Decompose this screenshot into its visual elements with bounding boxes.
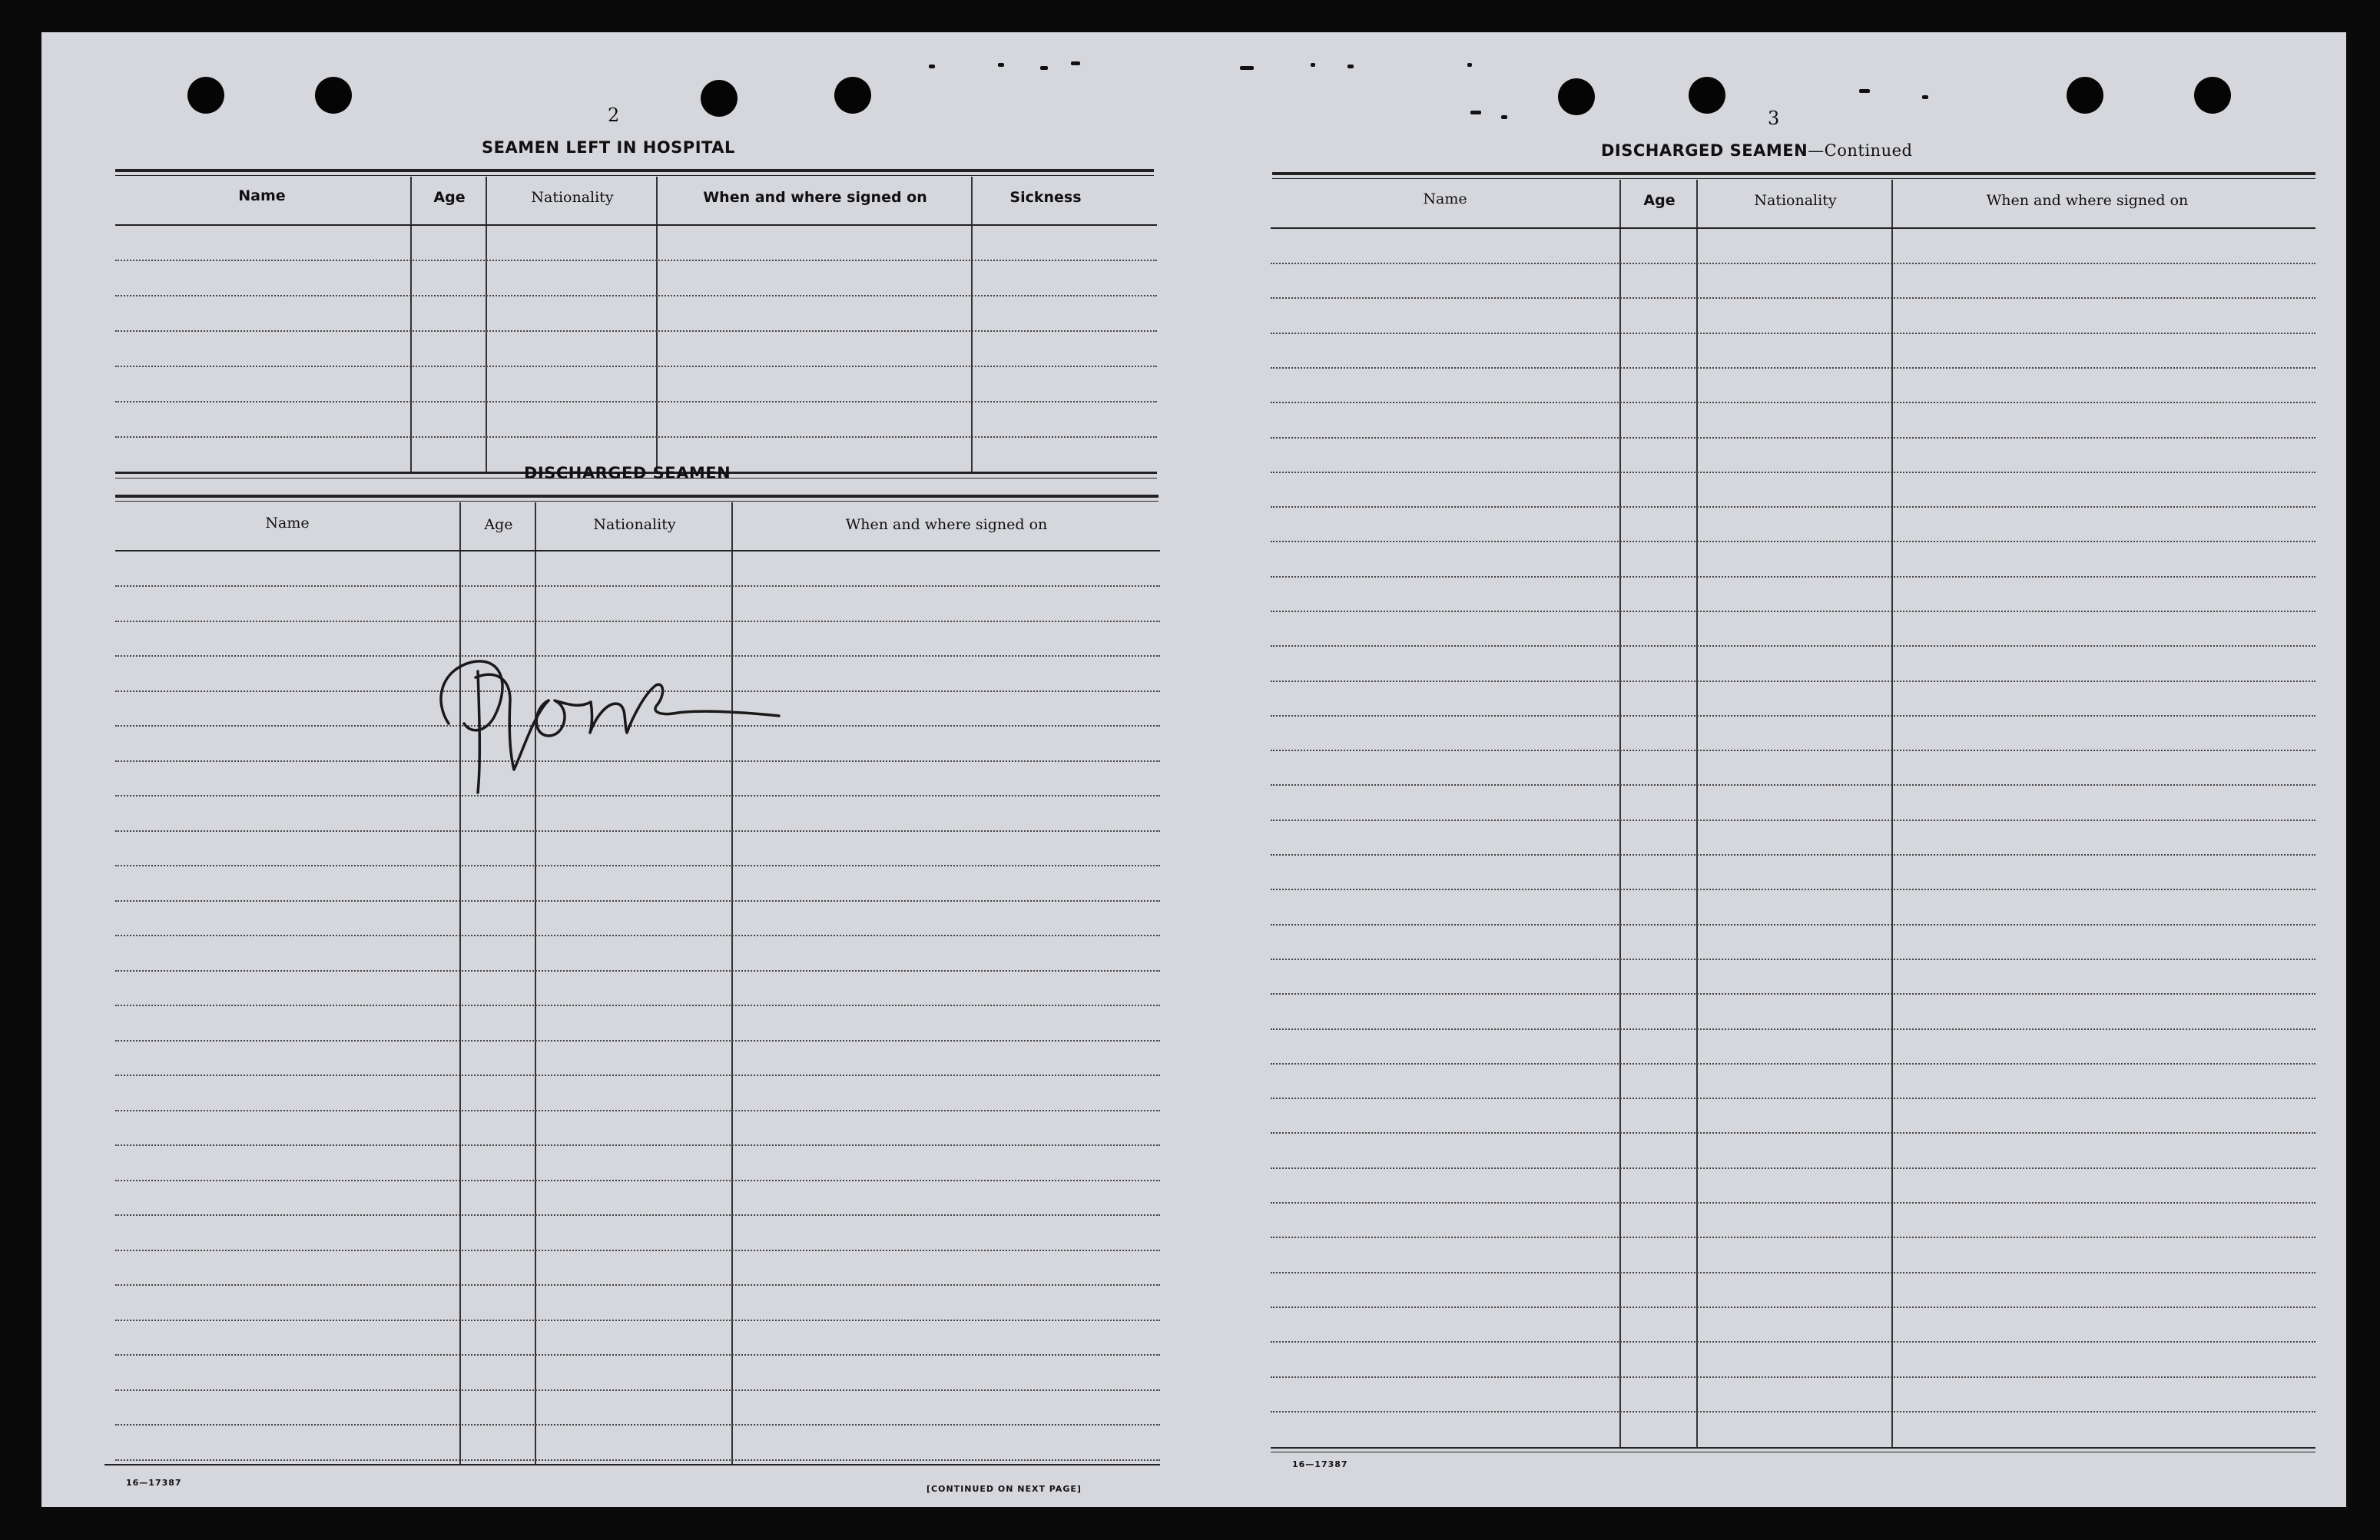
scan-speck [929, 65, 935, 68]
ruled-row [1271, 854, 2315, 856]
punch-hole [2067, 77, 2103, 114]
discharged-col-age: Age [484, 516, 513, 533]
ruled-row [115, 865, 1160, 866]
discharged-col-nationality: Nationality [593, 516, 676, 533]
hospital-row [115, 330, 1157, 332]
hospital-col-divider [410, 177, 412, 473]
discharged-col-when-where: When and where signed on [845, 516, 1048, 533]
scan-speck [1859, 89, 1870, 93]
hospital-table-top-rule [115, 169, 1154, 172]
discharged-continued-title [1601, 141, 1912, 160]
ruled-row [115, 1389, 1160, 1391]
hospital-header-rule [115, 224, 1157, 226]
hospital-col-age: Age [433, 189, 466, 206]
ruled-row [115, 1320, 1160, 1321]
ruled-row [1271, 1063, 2315, 1065]
ruled-row [1271, 715, 2315, 717]
hospital-col-nationality: Nationality [531, 189, 614, 206]
discharged-table-top-rule [115, 495, 1159, 498]
punch-hole [701, 80, 738, 117]
ruled-row [1271, 924, 2315, 926]
hospital-table-top-rule [115, 175, 1154, 176]
scan-speck [1240, 66, 1254, 70]
right-table-bottom-rule [1271, 1447, 2315, 1449]
ruled-row [115, 1424, 1160, 1426]
ruled-row [1271, 1098, 2315, 1099]
hospital-col-divider [486, 177, 487, 473]
ruled-row [1271, 1202, 2315, 1204]
ruled-row [1271, 472, 2315, 473]
right-table-top-rule [1272, 172, 2315, 175]
ruled-row [115, 1075, 1160, 1076]
ruled-row [1271, 681, 2315, 682]
discharged-continued-title-main: DISCHARGED SEAMEN [1601, 141, 1808, 160]
scan-speck [1311, 63, 1315, 67]
ruled-row [1271, 297, 2315, 299]
hospital-row [115, 401, 1157, 402]
right-col-divider [1619, 180, 1621, 1447]
discharged-col-name: Name [265, 515, 310, 532]
hospital-row [115, 436, 1157, 438]
ruled-row [1271, 263, 2315, 264]
hospital-row [115, 295, 1157, 296]
ruled-row [1271, 1411, 2315, 1412]
right-col-age: Age [1643, 192, 1676, 209]
scan-speck [1040, 66, 1048, 70]
hospital-section-title: SEAMEN LEFT IN HOSPITAL [482, 138, 735, 157]
continued-note: [CONTINUED ON NEXT PAGE] [926, 1484, 1082, 1494]
ruled-row [1271, 1237, 2315, 1238]
ruled-row [1271, 367, 2315, 369]
discharged-table-top-rule [115, 501, 1159, 502]
discharged-header-rule [115, 550, 1160, 551]
ruled-row [1271, 402, 2315, 403]
discharged-table-bottom-rule [104, 1464, 1160, 1465]
hospital-col-divider [971, 177, 973, 473]
hospital-row [115, 260, 1157, 261]
punch-hole [834, 77, 871, 114]
ruled-row [115, 1214, 1160, 1216]
right-header-rule [1271, 227, 2315, 229]
discharged-section-title: DISCHARGED SEAMEN [524, 464, 731, 482]
ruled-row [115, 1040, 1160, 1042]
ruled-row [1271, 541, 2315, 542]
right-col-divider [1891, 180, 1893, 1447]
punch-hole [1689, 77, 1725, 114]
hospital-col-sickness: Sickness [1009, 189, 1082, 206]
scan-speck [1347, 65, 1354, 68]
ruled-row [1271, 1272, 2315, 1273]
hospital-col-name: Name [238, 187, 286, 204]
punch-hole [315, 77, 352, 114]
ruled-row [1271, 437, 2315, 439]
punch-hole [1558, 78, 1595, 115]
scan-speck [1501, 115, 1507, 119]
ruled-row [1271, 333, 2315, 334]
right-col-when-where: When and where signed on [1986, 192, 2189, 209]
ruled-row [115, 1005, 1160, 1006]
hospital-col-divider [656, 177, 658, 473]
ruled-row [115, 830, 1160, 832]
right-col-name: Name [1423, 190, 1467, 207]
ruled-row [1271, 1028, 2315, 1030]
ruled-row [115, 935, 1160, 936]
ruled-row [1271, 750, 2315, 751]
ruled-row [115, 1110, 1160, 1111]
ruled-row [115, 1180, 1160, 1181]
ruled-row [1271, 576, 2315, 578]
ruled-row [1271, 645, 2315, 647]
right-col-divider [1696, 180, 1698, 1447]
right-table-top-rule [1272, 178, 2315, 179]
ruled-row [1271, 889, 2315, 890]
ruled-row [115, 970, 1160, 972]
ruled-row [115, 1459, 1160, 1461]
ruled-row [1271, 1341, 2315, 1343]
ruled-row [115, 900, 1160, 902]
discharged-continued-title-suffix: —Continued [1808, 141, 1913, 160]
ruled-row [1271, 506, 2315, 508]
ruled-row [1271, 820, 2315, 821]
ruled-row [115, 585, 1160, 587]
scan-speck [1470, 111, 1481, 114]
page-number-left: 2 [608, 104, 620, 126]
ruled-row [1271, 611, 2315, 612]
punch-hole [2194, 77, 2231, 114]
ruled-row [1271, 1167, 2315, 1169]
scan-speck [998, 63, 1004, 67]
hospital-row [115, 366, 1157, 367]
ruled-row [1271, 993, 2315, 995]
page-number-right: 3 [1768, 108, 1780, 129]
form-number-right: 16—17387 [1292, 1459, 1348, 1469]
scan-speck [1467, 63, 1472, 67]
form-number-left: 16—17387 [126, 1478, 182, 1488]
scan-speck [1071, 61, 1080, 65]
ruled-row [1271, 1376, 2315, 1378]
ruled-row [115, 1250, 1160, 1251]
hospital-col-when-where: When and where signed on [703, 189, 927, 206]
ruled-row [1271, 959, 2315, 960]
scan-speck [1922, 95, 1928, 99]
ruled-row [1271, 1307, 2315, 1308]
handwritten-none-signature [418, 601, 848, 816]
ruled-row [1271, 1132, 2315, 1134]
ruled-row [115, 1354, 1160, 1356]
document-sheet [41, 32, 2346, 1507]
ruled-row [115, 1284, 1160, 1286]
ruled-row [115, 1144, 1160, 1146]
ruled-row [1271, 784, 2315, 786]
punch-hole [187, 77, 224, 114]
right-col-nationality: Nationality [1754, 192, 1837, 209]
